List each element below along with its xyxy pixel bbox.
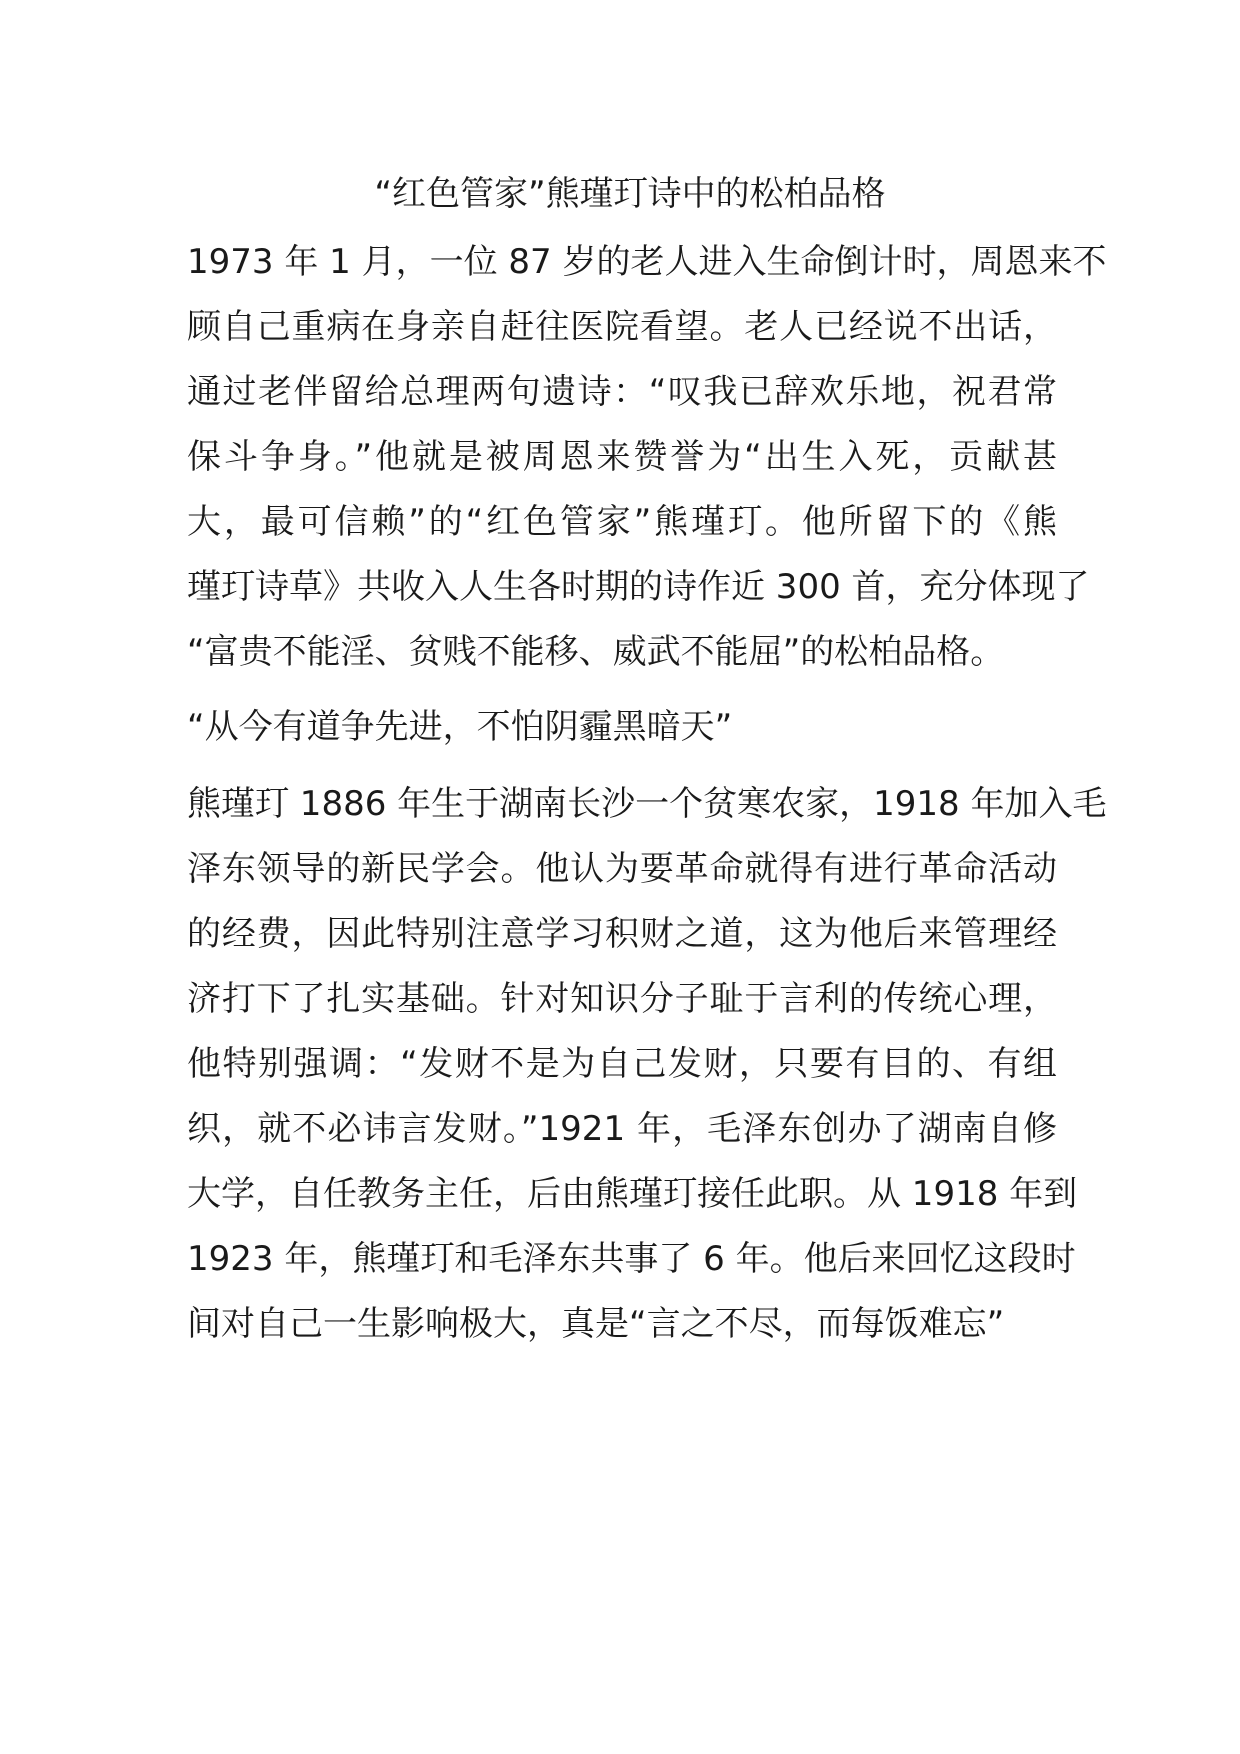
paragraph-1-line-6: 瑾玎诗草》共收入人生各时期的诗作近 300 首，充分体现了 <box>187 567 1090 607</box>
section-heading: “从今有道争先进，不怕阴霾黑暗天” <box>187 707 733 747</box>
paragraph-1-line-2: 顾自己重病在身亲自赶往医院看望。老人已经说不出话， <box>187 307 1057 347</box>
paragraph-1-line-4: 保斗争身。”他就是被周恩来赞誉为“出生入死，贡献甚 <box>187 437 1057 477</box>
paragraph-2-line-5: 他特别强调：“发财不是为自己发财，只要有目的、有组 <box>187 1044 1057 1084</box>
paragraph-1-line-3: 通过老伴留给总理两句遗诗：“叹我已辞欢乐地，祝君常 <box>187 372 1057 412</box>
paragraph-2-line-4: 济打下了扎实基础。针对知识分子耻于言利的传统心理， <box>187 979 1057 1019</box>
paragraph-1-line-1: 1973 年 1 月，一位 87 岁的老人进入生命倒计时，周恩来不 <box>187 242 1107 282</box>
paragraph-2-line-3: 的经费，因此特别注意学习积财之道，这为他后来管理经 <box>187 914 1057 954</box>
paragraph-2-line-9: 间对自己一生影响极大，真是“言之不尽，而每饭难忘” <box>187 1304 1005 1344</box>
paragraph-2-line-1: 熊瑾玎 1886 年生于湖南长沙一个贫寒农家，1918 年加入毛 <box>187 784 1107 824</box>
paragraph-2-line-2: 泽东领导的新民学会。他认为要革命就得有进行革命活动 <box>187 849 1057 889</box>
paragraph-2-line-6: 织，就不必讳言发财。”1921 年，毛泽东创办了湖南自修 <box>187 1109 1057 1149</box>
paragraph-1-line-7: “富贵不能淫、贫贱不能移、威武不能屈”的松柏品格。 <box>187 632 1005 672</box>
paragraph-1-line-5: 大，最可信赖”的“红色管家”熊瑾玎。他所留下的《熊 <box>187 502 1057 542</box>
paragraph-2-line-8: 1923 年，熊瑾玎和毛泽东共事了 6 年。他后来回忆这段时 <box>187 1239 1076 1279</box>
paragraph-2-line-7: 大学，自任教务主任，后由熊瑾玎接任此职。从 1918 年到 <box>187 1174 1078 1214</box>
document-title: “红色管家”熊瑾玎诗中的松柏品格 <box>374 174 886 214</box>
